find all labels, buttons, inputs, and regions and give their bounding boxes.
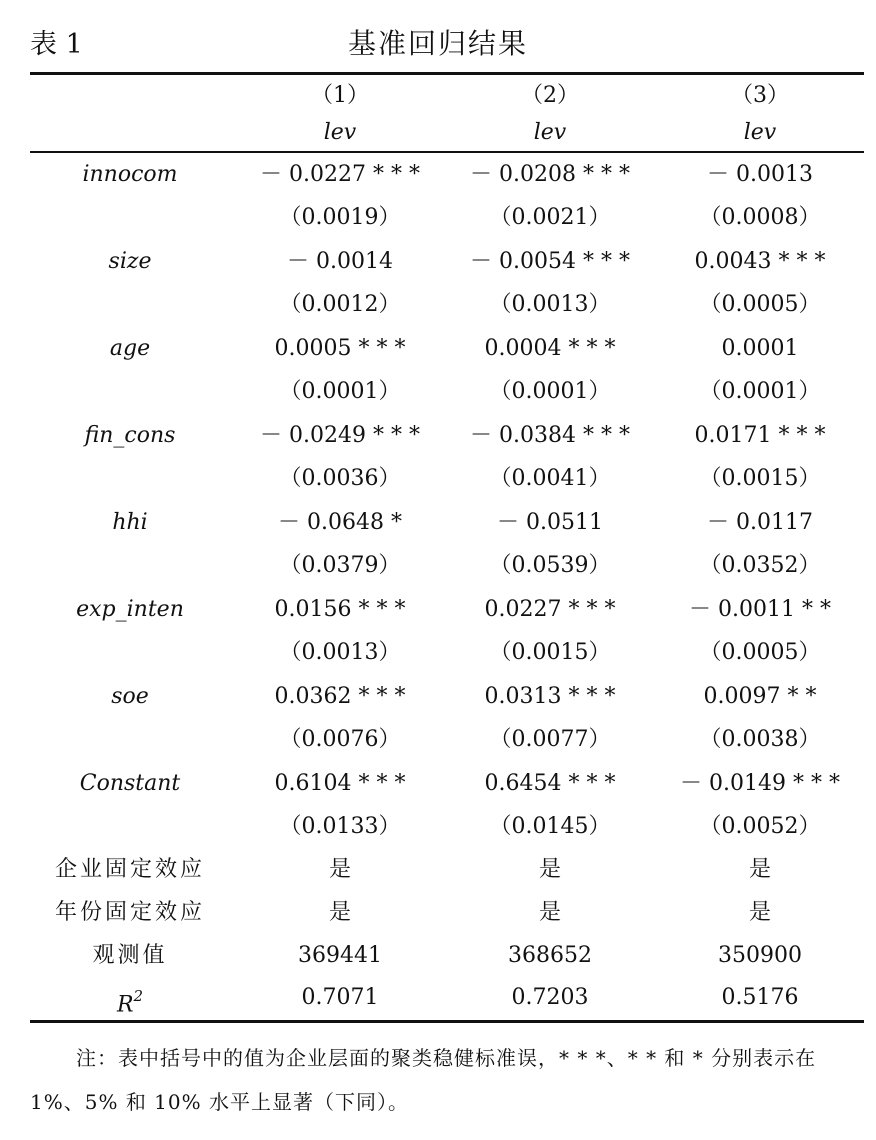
coef-row — [0, 416, 876, 456]
coef-cell: － 0.0054 * * * — [470, 249, 630, 274]
se-cell: （0.0005） — [699, 640, 821, 665]
var-label: hhi — [112, 510, 148, 535]
se-cell: （0.0013） — [279, 640, 401, 665]
coef-row — [0, 329, 876, 369]
r-squared-row — [0, 978, 876, 1018]
coef-cell: 0.0001 — [721, 336, 799, 361]
coef-cell: 0.6454 * * * — [484, 771, 616, 796]
var-label: soe — [111, 684, 149, 709]
dep-var-2: lev — [533, 120, 567, 145]
se-row — [0, 807, 876, 847]
se-cell: （0.0001） — [279, 379, 401, 404]
value-cell: 0.7203 — [511, 985, 589, 1010]
se-cell: （0.0145） — [489, 814, 611, 839]
se-cell: （0.0379） — [279, 553, 401, 578]
fixed-effect-row — [0, 850, 876, 890]
value-cell: 369441 — [298, 943, 382, 968]
coef-cell: － 0.0648 * — [278, 510, 402, 535]
se-row — [0, 198, 876, 238]
coef-cell: － 0.0227 * * * — [260, 162, 420, 187]
coef-cell: － 0.0014 — [287, 249, 393, 274]
se-cell: （0.0001） — [699, 379, 821, 404]
coef-cell: 0.0097 * * — [703, 684, 817, 709]
coef-cell: 0.0171 * * * — [694, 423, 826, 448]
coef-cell: － 0.0249 * * * — [260, 423, 420, 448]
se-cell: （0.0015） — [699, 466, 821, 491]
se-cell: （0.0352） — [699, 553, 821, 578]
header-row-numbers — [0, 76, 876, 116]
se-cell: （0.0013） — [489, 292, 611, 317]
var-label: exp_inten — [76, 597, 184, 622]
coef-cell: － 0.0149 * * * — [680, 771, 840, 796]
var-label: size — [108, 249, 152, 274]
se-row — [0, 285, 876, 325]
var-label: age — [109, 336, 151, 361]
se-row — [0, 546, 876, 586]
table-note: 注：表中括号中的值为企业层面的聚类稳健标准误，* * *、* * 和 * 分别表示在 1%、5% 和 10% 水平上显著（下同）。 — [30, 1046, 817, 1114]
coef-cell: － 0.0511 — [497, 510, 603, 535]
r2-sup: 2 — [133, 987, 144, 1005]
dep-var-3: lev — [743, 120, 777, 145]
se-cell: （0.0021） — [489, 205, 611, 230]
coef-row — [0, 155, 876, 195]
table-caption — [0, 18, 876, 62]
top-rule — [30, 72, 864, 75]
fixed-effect-row — [0, 893, 876, 933]
se-cell: （0.0539） — [489, 553, 611, 578]
coef-row — [0, 503, 876, 543]
coef-row — [0, 242, 876, 282]
coef-cell: － 0.0208 * * * — [470, 162, 630, 187]
var-label: fin_cons — [84, 423, 176, 448]
coef-cell: 0.6104 * * * — [274, 771, 406, 796]
se-cell: （0.0012） — [279, 292, 401, 317]
coef-cell: 0.0156 * * * — [274, 597, 406, 622]
se-row — [0, 372, 876, 412]
se-cell: （0.0076） — [279, 727, 401, 752]
se-cell: （0.0015） — [489, 640, 611, 665]
se-cell: （0.0036） — [279, 466, 401, 491]
coef-cell: － 0.0384 * * * — [470, 423, 630, 448]
row-label: 年份固定效应 — [54, 900, 205, 925]
var-label: innocom — [82, 162, 178, 187]
value-cell: 是 — [538, 857, 561, 882]
col-number-1: （1） — [311, 83, 369, 108]
coef-row — [0, 590, 876, 630]
col-number-2: （2） — [521, 83, 579, 108]
se-cell: （0.0052） — [699, 814, 821, 839]
header-rule — [30, 151, 864, 153]
se-cell: （0.0008） — [699, 205, 821, 230]
se-cell: （0.0005） — [699, 292, 821, 317]
value-cell: 0.5176 — [721, 985, 799, 1010]
value-cell: 是 — [328, 900, 351, 925]
value-cell: 是 — [328, 857, 351, 882]
coef-cell: － 0.0013 — [707, 162, 813, 187]
se-cell: （0.0019） — [279, 205, 401, 230]
coef-row — [0, 764, 876, 804]
value-cell: 350900 — [718, 943, 802, 968]
r2-base: R — [116, 992, 134, 1018]
coef-cell: 0.0004 * * * — [484, 336, 616, 361]
dep-var-1: lev — [323, 120, 357, 145]
coef-row — [0, 677, 876, 717]
row-label: 观测值 — [92, 943, 168, 968]
coef-cell: 0.0005 * * * — [274, 336, 406, 361]
col-number-3: （3） — [731, 83, 789, 108]
table-title: 基准回归结果 — [347, 27, 528, 60]
se-cell: （0.0038） — [699, 727, 821, 752]
se-cell: （0.0001） — [489, 379, 611, 404]
header-row-depvar — [0, 113, 876, 153]
coef-cell: 0.0043 * * * — [694, 249, 826, 274]
coef-cell: 0.0362 * * * — [274, 684, 406, 709]
value-cell: 是 — [538, 900, 561, 925]
var-label: Constant — [79, 771, 181, 796]
se-cell: （0.0077） — [489, 727, 611, 752]
se-cell: （0.0133） — [279, 814, 401, 839]
se-row — [0, 720, 876, 760]
value-cell: 0.7071 — [301, 985, 379, 1010]
se-row — [0, 633, 876, 673]
se-cell: （0.0041） — [489, 466, 611, 491]
coef-cell: － 0.0011 * * — [689, 597, 831, 622]
table-number: 表 1 — [30, 29, 83, 60]
row-label: 企业固定效应 — [54, 857, 205, 882]
bottom-rule — [30, 1020, 864, 1023]
row-label — [30, 978, 230, 1018]
se-row — [0, 459, 876, 499]
coef-cell: － 0.0117 — [707, 510, 813, 535]
coef-cell: 0.0313 * * * — [484, 684, 616, 709]
observations-row — [0, 936, 876, 976]
coef-cell: 0.0227 * * * — [484, 597, 616, 622]
value-cell: 368652 — [508, 943, 592, 968]
value-cell: 是 — [748, 857, 771, 882]
value-cell: 是 — [748, 900, 771, 925]
